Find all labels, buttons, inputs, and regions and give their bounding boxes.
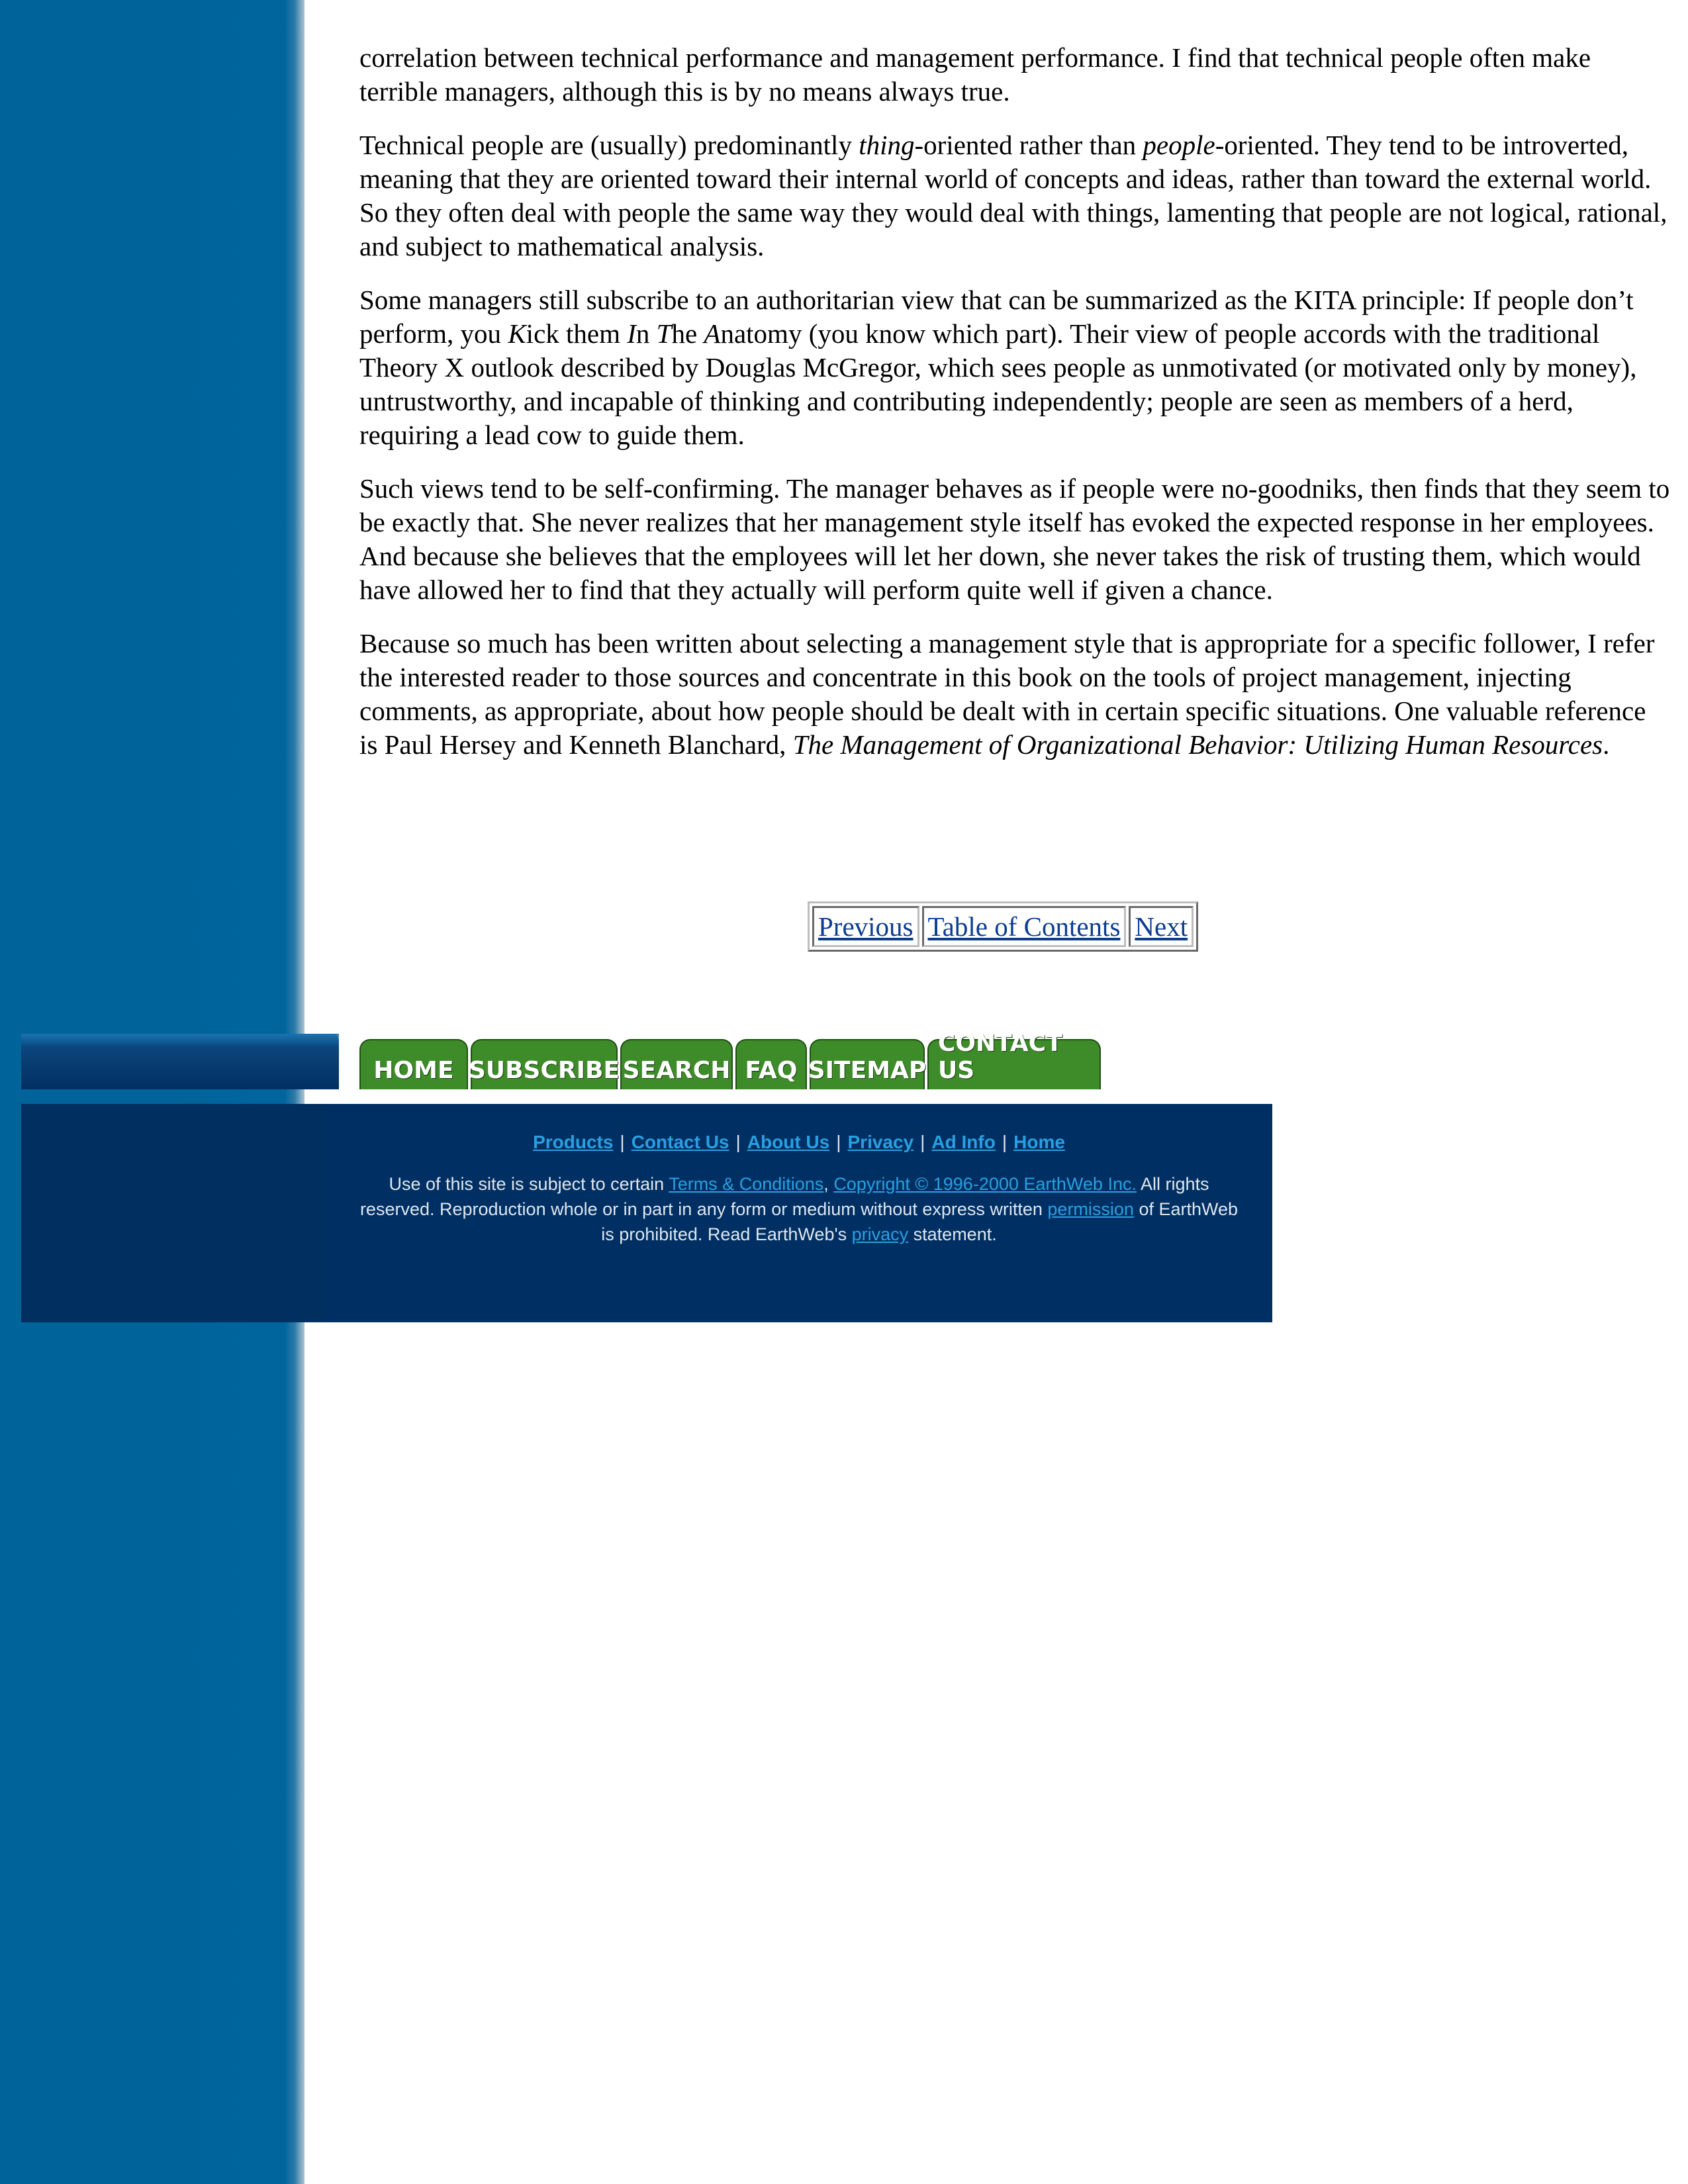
tab-search[interactable]: SEARCH <box>620 1039 733 1089</box>
paragraph-1: correlation between technical performance and management performance. I find that technical people often make terrible managers, although this is by no means always true. <box>359 42 1591 107</box>
paragraph-3 <box>359 283 1670 452</box>
permission-link[interactable]: permission <box>1047 1199 1134 1219</box>
p2-emphasis-thing: thing <box>859 130 915 160</box>
footer-link-row <box>326 1132 1272 1153</box>
tab-faq[interactable]: FAQ <box>735 1039 807 1089</box>
pager-cell-previous <box>812 906 919 947</box>
left-sidebar-band <box>0 0 305 2184</box>
legal-text-c: of EarthWeb is prohibited. Read EarthWeb's <box>601 1199 1239 1244</box>
p5-text-c: . <box>1603 729 1610 760</box>
article-body <box>359 41 1670 782</box>
p5-book-title: The Management of Organizational Behavior: Utilizing Human Resources <box>792 729 1603 760</box>
p3-kita-i: I <box>627 318 636 349</box>
paragraph-2 <box>359 128 1670 263</box>
footer-separator: | <box>620 1132 625 1152</box>
footer-separator: | <box>920 1132 925 1152</box>
p3-text-a: Some managers still subscribe to an authoritarian view that can be summarized as the KITA principle: If people don’t perform, you <box>359 285 1634 349</box>
p3-kita-t: T <box>656 318 672 349</box>
p3-text-e: natomy (you know which part). Their view of people accords with the traditional Theory X outlook described by Douglas McGregor, which sees people as unmotivated (or motivated only by money), untrustworthy, and incapable of thinking and contributing independently; people are seen as members of a herd, requiring a lead cow to guide them. <box>359 318 1637 450</box>
terms-link[interactable]: Terms & Conditions <box>669 1174 824 1194</box>
next-link[interactable]: Next <box>1135 911 1188 942</box>
footer-separator: | <box>735 1132 741 1152</box>
p3-text-b: ick them <box>526 318 628 349</box>
p2-text-e: -oriented. They tend to be introverted, meaning that they are oriented toward their internal world of concepts and ideas, rather than toward the external world. So they often deal with people the same way they would deal with things, lamenting that people are not logical, rational, and subject to mathematical analysis. <box>359 130 1667 261</box>
pager-cell-next <box>1129 906 1194 947</box>
legal-comma: , <box>823 1174 829 1194</box>
footer-separator: | <box>836 1132 841 1152</box>
footer-legal-text <box>355 1171 1243 1247</box>
legal-text-d: statement. <box>908 1224 997 1244</box>
p5-text-a: Because so much has been written about selecting a management style that is appropriate for a specific follower, I refer the interested reader to those sources and concentrate in this book on the tools of project management, injecting comments, as appropriate, about how people should be dealt with in certain specific situations. One valuable reference is Paul Hersey and Kenneth Blanchard, <box>359 628 1655 760</box>
legal-text-a: Use of this site is subject to certain <box>389 1174 669 1194</box>
footer-link-home[interactable]: Home <box>1013 1132 1065 1152</box>
p2-emphasis-people: people <box>1143 130 1215 160</box>
footer-link-about-us[interactable]: About Us <box>747 1132 830 1152</box>
paragraph-4: Such views tend to be self-confirming. The manager behaves as if people were no-goodniks, then finds that they seem to be exactly that. She never realizes that her management style itself has evoked the expected response in her employees. And because she believes that the employees will let her down, she never takes the risk of trusting them, which would have allowed her to find that they actually will perform quite well if given a chance. <box>359 473 1670 605</box>
p3-kita-a: A <box>704 318 721 349</box>
page-navigation <box>808 901 1198 952</box>
p3-kita-k: K <box>508 318 526 349</box>
tab-home[interactable]: HOME <box>359 1039 468 1089</box>
footer-link-contact-us[interactable]: Contact Us <box>631 1132 729 1152</box>
site-tab-bar <box>359 1030 1103 1091</box>
footer-link-privacy[interactable]: Privacy <box>847 1132 914 1152</box>
tab-contact-us[interactable]: CONTACT US <box>927 1039 1101 1089</box>
privacy-statement-link[interactable]: privacy <box>851 1224 909 1244</box>
copyright-link[interactable]: Copyright © 1996-2000 EarthWeb Inc. <box>833 1174 1137 1194</box>
legal-text-b: All rights reserved. Reproduction whole or in part in any form or medium without express written <box>359 1174 1209 1219</box>
footer-content <box>326 1104 1272 1322</box>
pager-cell-toc <box>922 906 1127 947</box>
p2-text-c: -oriented rather than <box>914 130 1143 160</box>
p2-text-a: Technical people are (usually) predominantly <box>359 130 859 160</box>
tab-sitemap[interactable]: SITEMAP <box>810 1039 925 1089</box>
header-bar-highlight <box>21 1034 339 1047</box>
table-of-contents-link[interactable]: Table of Contents <box>927 911 1121 942</box>
footer-link-products[interactable]: Products <box>533 1132 614 1152</box>
footer-separator: | <box>1002 1132 1008 1152</box>
tab-subscribe[interactable]: SUBSCRIBE <box>471 1039 618 1089</box>
paragraph-5 <box>359 627 1670 762</box>
footer-left-block <box>21 1104 326 1322</box>
footer-link-ad-info[interactable]: Ad Info <box>931 1132 996 1152</box>
site-footer <box>21 1104 1272 1322</box>
p3-text-c: n <box>635 318 657 349</box>
p3-text-d: he <box>671 318 704 349</box>
previous-link[interactable]: Previous <box>818 911 914 942</box>
